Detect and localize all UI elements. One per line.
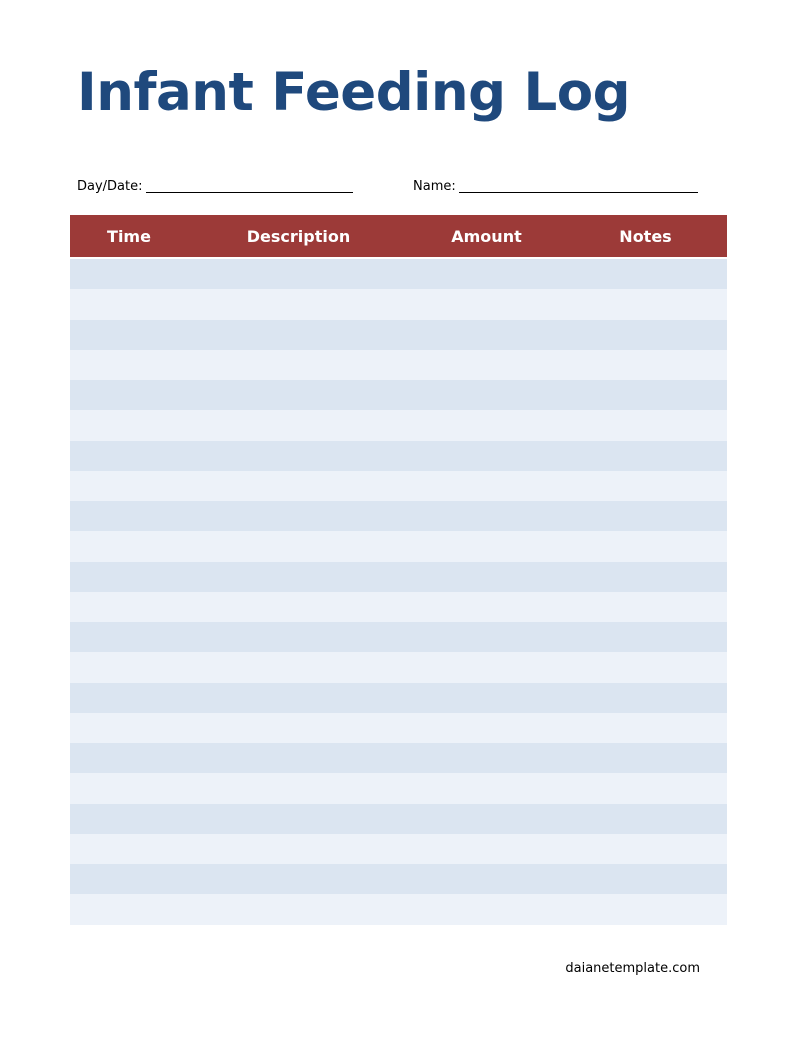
table-cell-notes[interactable] (564, 804, 727, 834)
table-cell-description[interactable] (188, 258, 409, 289)
table-cell-time[interactable] (70, 320, 188, 350)
table-cell-description[interactable] (188, 350, 409, 380)
table-cell-notes[interactable] (564, 320, 727, 350)
table-row (70, 713, 727, 743)
table-cell-amount[interactable] (409, 743, 564, 773)
feeding-log-table (70, 215, 727, 925)
table-row (70, 592, 727, 622)
table-row (70, 258, 727, 289)
table-cell-amount[interactable] (409, 531, 564, 561)
table-cell-amount[interactable] (409, 350, 564, 380)
table-cell-amount[interactable] (409, 713, 564, 743)
table-cell-notes[interactable] (564, 410, 727, 440)
table-row (70, 501, 727, 531)
name-line[interactable] (459, 178, 698, 193)
table-cell-time[interactable] (70, 562, 188, 592)
table-cell-description[interactable] (188, 683, 409, 713)
page-title: Infant Feeding Log (77, 62, 631, 123)
table-cell-description[interactable] (188, 652, 409, 682)
table-cell-notes[interactable] (564, 894, 727, 924)
table-cell-notes[interactable] (564, 622, 727, 652)
table-cell-time[interactable] (70, 864, 188, 894)
table-cell-notes[interactable] (564, 743, 727, 773)
table-cell-notes[interactable] (564, 562, 727, 592)
table-cell-time[interactable] (70, 471, 188, 501)
day-date-line[interactable] (146, 178, 353, 193)
table-row (70, 773, 727, 803)
table-row (70, 410, 727, 440)
table-cell-amount[interactable] (409, 683, 564, 713)
table-cell-time[interactable] (70, 592, 188, 622)
column-header-description: Description (188, 215, 409, 258)
table-cell-time[interactable] (70, 743, 188, 773)
table-cell-amount[interactable] (409, 652, 564, 682)
table-cell-amount[interactable] (409, 622, 564, 652)
table-row (70, 804, 727, 834)
table-cell-time[interactable] (70, 713, 188, 743)
name-field (413, 176, 698, 196)
table-cell-notes[interactable] (564, 773, 727, 803)
table-cell-time[interactable] (70, 441, 188, 471)
table-cell-description[interactable] (188, 894, 409, 924)
table-cell-amount[interactable] (409, 410, 564, 440)
table-cell-notes[interactable] (564, 592, 727, 622)
table-row (70, 622, 727, 652)
table-cell-notes[interactable] (564, 350, 727, 380)
table-cell-description[interactable] (188, 289, 409, 319)
table-row (70, 380, 727, 410)
table-cell-description[interactable] (188, 380, 409, 410)
table-row (70, 562, 727, 592)
table-cell-description[interactable] (188, 441, 409, 471)
table-row (70, 471, 727, 501)
table-cell-time[interactable] (70, 622, 188, 652)
table-cell-time[interactable] (70, 258, 188, 289)
table-cell-time[interactable] (70, 380, 188, 410)
table-cell-time[interactable] (70, 683, 188, 713)
table-cell-amount[interactable] (409, 501, 564, 531)
table-cell-description[interactable] (188, 622, 409, 652)
table-row (70, 652, 727, 682)
table-cell-description[interactable] (188, 410, 409, 440)
table-row (70, 289, 727, 319)
table-cell-description[interactable] (188, 320, 409, 350)
table-cell-description[interactable] (188, 804, 409, 834)
table-cell-notes[interactable] (564, 441, 727, 471)
table-cell-time[interactable] (70, 501, 188, 531)
table-cell-amount[interactable] (409, 773, 564, 803)
table-cell-amount[interactable] (409, 320, 564, 350)
table-header-row (70, 215, 727, 258)
table-row (70, 320, 727, 350)
day-date-field (77, 176, 353, 196)
table-cell-time[interactable] (70, 289, 188, 319)
table-cell-amount[interactable] (409, 834, 564, 864)
table-cell-amount[interactable] (409, 289, 564, 319)
table-cell-description[interactable] (188, 562, 409, 592)
table-cell-notes[interactable] (564, 471, 727, 501)
table-row (70, 531, 727, 561)
table-cell-time[interactable] (70, 350, 188, 380)
table-body (70, 258, 727, 925)
table-cell-amount[interactable] (409, 380, 564, 410)
table-cell-notes[interactable] (564, 380, 727, 410)
footer-website: daianetemplate.com (565, 961, 700, 976)
table-cell-description[interactable] (188, 773, 409, 803)
table-cell-amount[interactable] (409, 471, 564, 501)
table-cell-time[interactable] (70, 531, 188, 561)
table-cell-notes[interactable] (564, 834, 727, 864)
table-cell-amount[interactable] (409, 562, 564, 592)
table-cell-description[interactable] (188, 531, 409, 561)
table-cell-description[interactable] (188, 713, 409, 743)
table-cell-time[interactable] (70, 410, 188, 440)
table-cell-notes[interactable] (564, 864, 727, 894)
table-cell-time[interactable] (70, 894, 188, 924)
table-cell-notes[interactable] (564, 289, 727, 319)
table-cell-description[interactable] (188, 592, 409, 622)
table-cell-description[interactable] (188, 501, 409, 531)
table-cell-notes[interactable] (564, 258, 727, 289)
table-cell-amount[interactable] (409, 864, 564, 894)
table-row (70, 834, 727, 864)
table-cell-description[interactable] (188, 834, 409, 864)
table-cell-amount[interactable] (409, 258, 564, 289)
table-cell-time[interactable] (70, 652, 188, 682)
table-cell-amount[interactable] (409, 804, 564, 834)
table-cell-notes[interactable] (564, 501, 727, 531)
table-row (70, 350, 727, 380)
table-cell-amount[interactable] (409, 441, 564, 471)
day-date-label: Day/Date: (77, 179, 143, 194)
table-cell-notes[interactable] (564, 683, 727, 713)
table-cell-notes[interactable] (564, 713, 727, 743)
table-cell-time[interactable] (70, 834, 188, 864)
name-label: Name: (413, 179, 456, 194)
table-cell-description[interactable] (188, 743, 409, 773)
column-header-amount: Amount (409, 215, 564, 258)
table-cell-amount[interactable] (409, 592, 564, 622)
column-header-time: Time (70, 215, 188, 258)
table-row (70, 894, 727, 924)
table-cell-notes[interactable] (564, 652, 727, 682)
table-cell-time[interactable] (70, 804, 188, 834)
table-cell-time[interactable] (70, 773, 188, 803)
table-cell-description[interactable] (188, 864, 409, 894)
table-cell-description[interactable] (188, 471, 409, 501)
table-cell-amount[interactable] (409, 894, 564, 924)
table-row (70, 743, 727, 773)
table-row (70, 441, 727, 471)
column-header-notes: Notes (564, 215, 727, 258)
table-row (70, 683, 727, 713)
table-cell-notes[interactable] (564, 531, 727, 561)
table-row (70, 864, 727, 894)
